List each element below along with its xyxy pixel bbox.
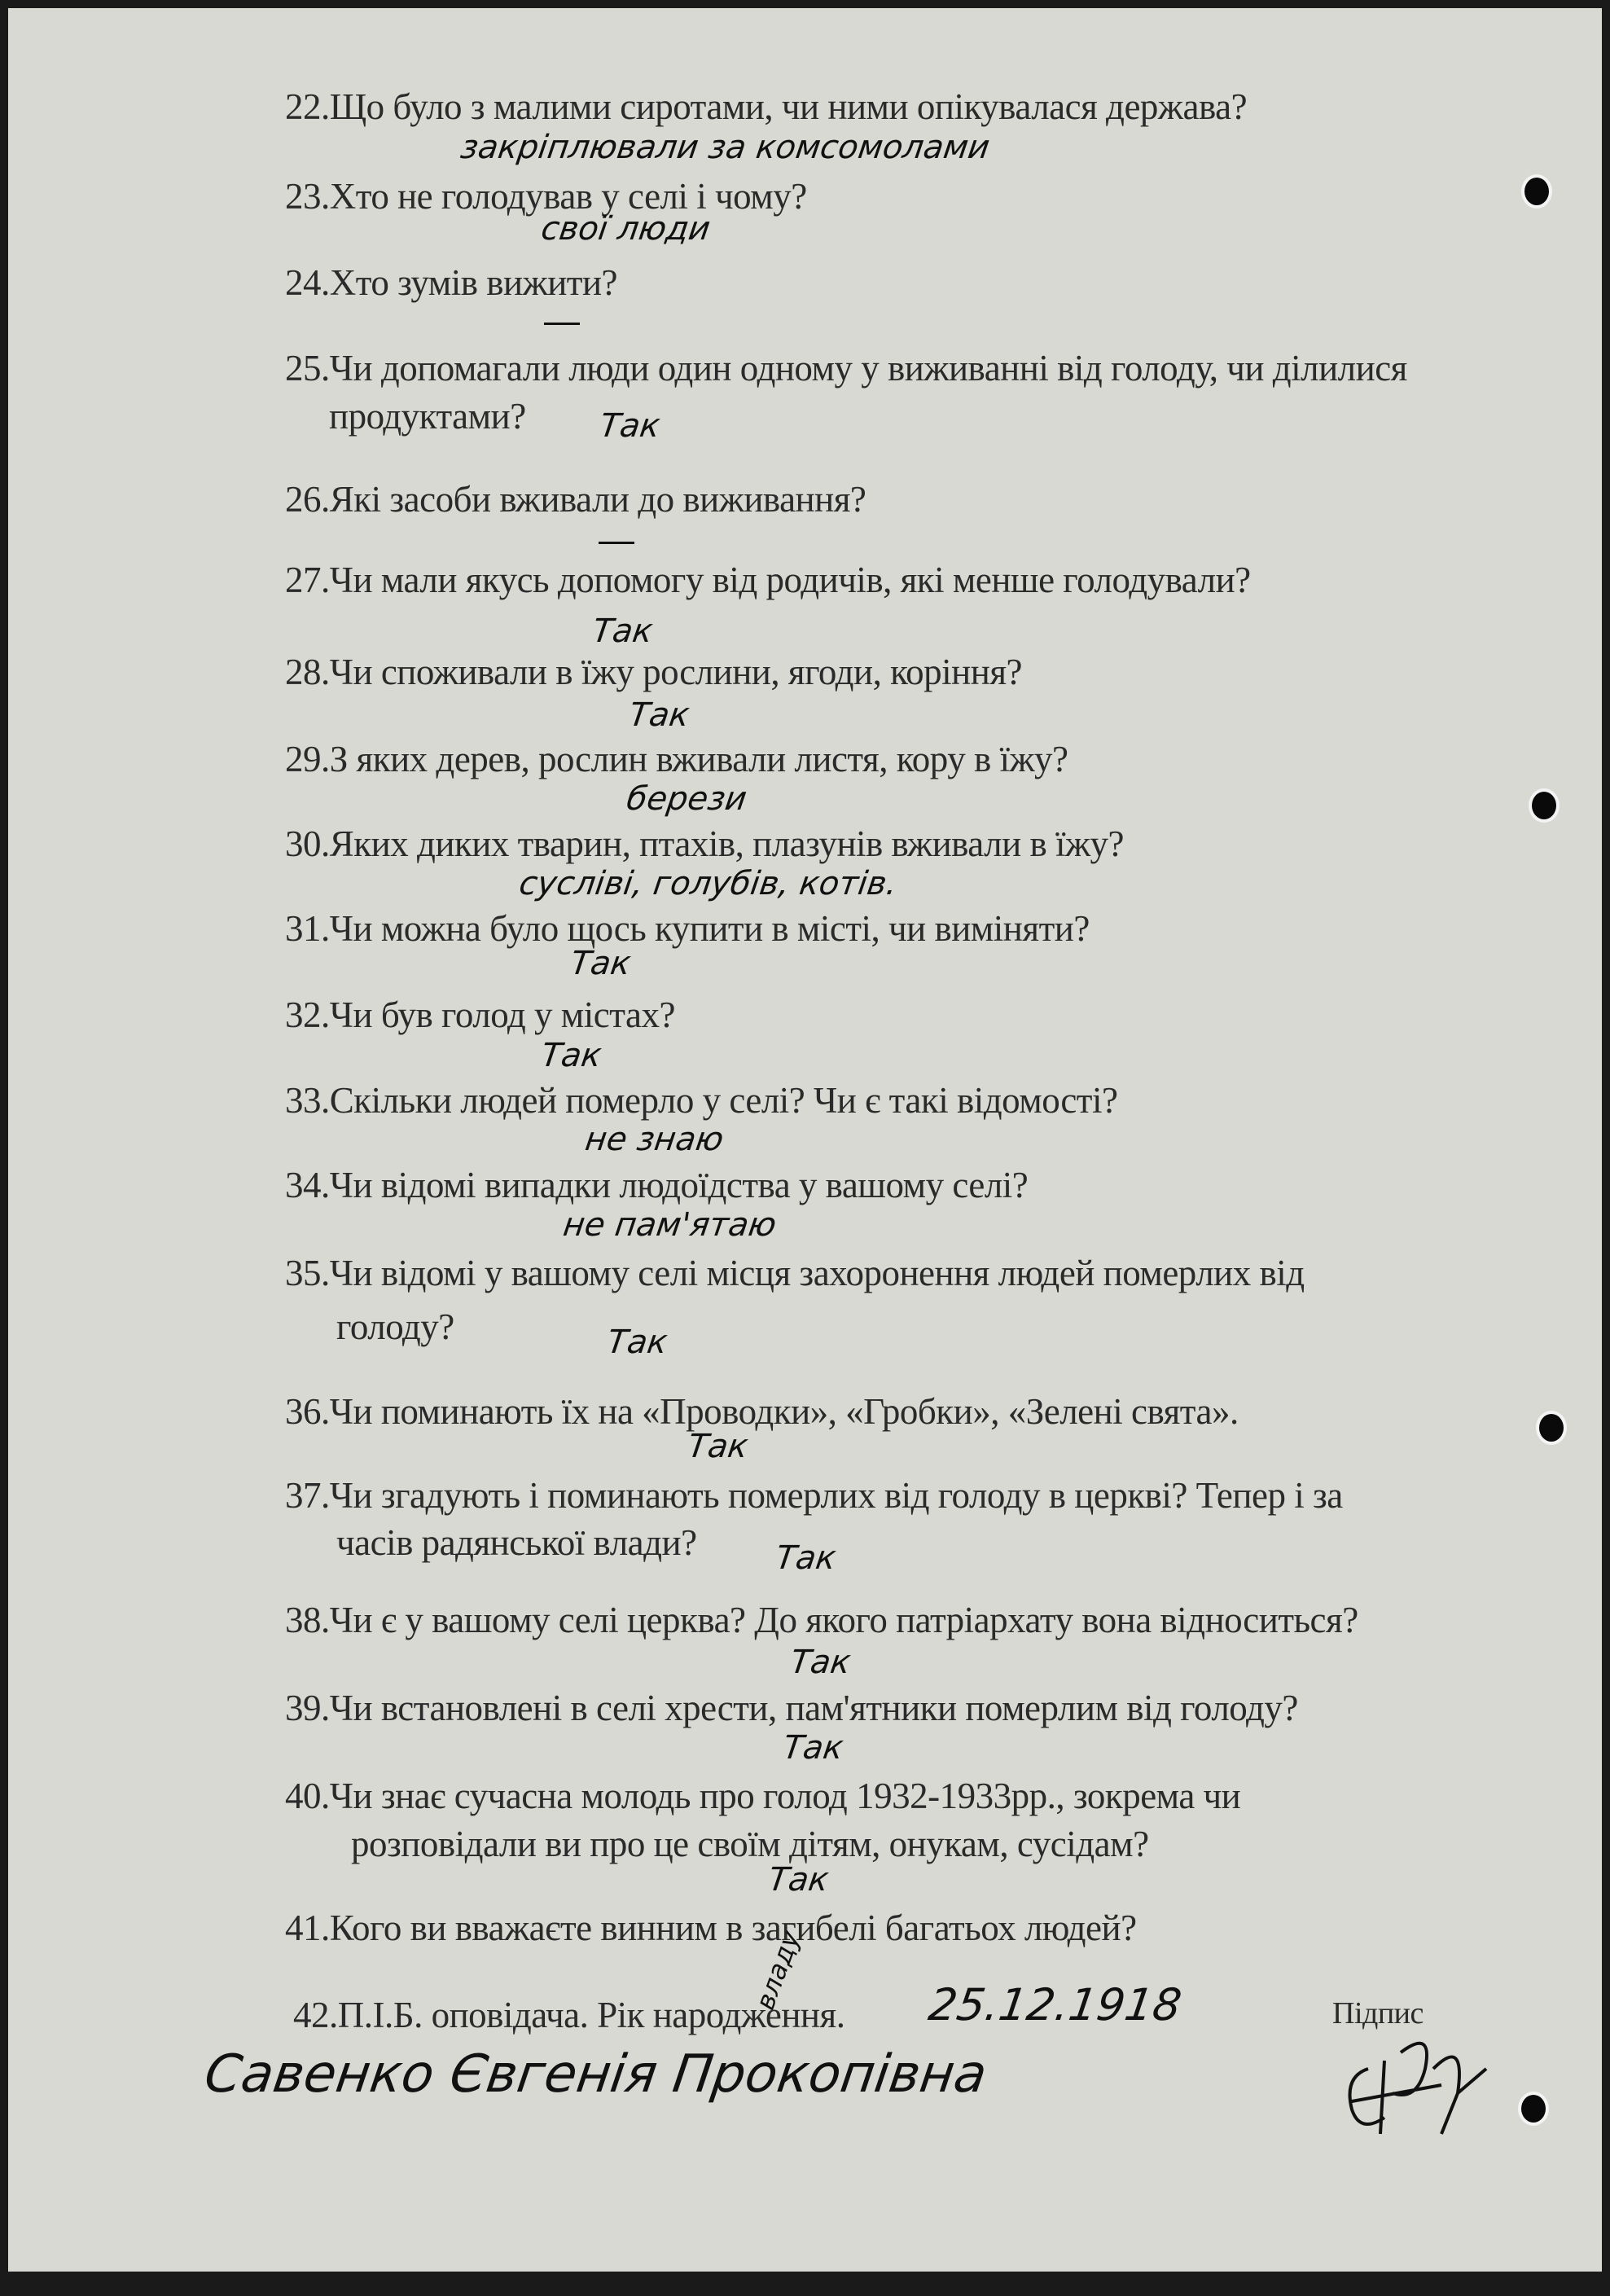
question-27: 27.Чи мали якусь допомогу від родичів, які менше голодували? <box>285 560 1251 600</box>
question-39: 39.Чи встановлені в селі хрести, пам'ятники померлим від голоду? <box>285 1688 1298 1728</box>
question-34: 34.Чи відомі випадки людоїдства у вашому селі? <box>285 1165 1029 1205</box>
answer-28: Так <box>626 696 692 734</box>
punch-hole <box>1532 792 1556 819</box>
signature-label: Підпис <box>1332 1996 1424 2030</box>
question-37-line2: часів радянської влади? <box>336 1522 697 1563</box>
question-26: 26.Які засоби вживали до виживання? <box>285 479 866 520</box>
answer-25: Так <box>597 407 663 445</box>
answer-26-dash <box>599 542 634 544</box>
answer-27: Так <box>590 612 656 650</box>
answer-31: Так <box>568 945 634 982</box>
answer-24-dash <box>544 323 580 325</box>
answer-32: Так <box>538 1037 604 1074</box>
answer-30: сусліві, голубів, котів. <box>516 865 900 902</box>
signature-mark <box>1336 2020 1498 2142</box>
punch-hole <box>1539 1414 1564 1442</box>
answer-22: закріплювали за комсомолами <box>458 129 993 166</box>
punch-hole <box>1521 2095 1546 2123</box>
answer-41: владу <box>749 1926 806 2014</box>
question-35-line2: голоду? <box>336 1306 454 1347</box>
answer-40: Так <box>766 1861 831 1899</box>
answer-39: Так <box>780 1729 846 1767</box>
question-28: 28.Чи споживали в їжу рослини, ягоди, коріння? <box>285 652 1023 692</box>
answer-35: Так <box>604 1324 670 1361</box>
answer-23: свої люди <box>538 210 713 248</box>
question-30: 30.Яких диких тварин, птахів, плазунів вживали в їжу? <box>285 823 1125 864</box>
question-22: 22.Що було з малими сиротами, чи ними опікувалася держава? <box>285 86 1248 127</box>
question-25-line2: продуктами? <box>329 396 526 437</box>
answer-34: не пам'ятаю <box>560 1206 779 1244</box>
answer-33: не знаю <box>582 1121 726 1158</box>
narrator-name: Савенко Євгенія Прокопівна <box>200 2044 991 2105</box>
answer-38: Так <box>787 1644 853 1681</box>
answer-36: Так <box>685 1428 751 1465</box>
question-42: 42.П.І.Б. оповідача. Рік народження. <box>293 1995 845 2035</box>
question-24: 24.Хто зумів вижити? <box>285 262 618 303</box>
question-38: 38.Чи є у вашому селі церква? До якого патріархату вона відноситься? <box>285 1600 1358 1640</box>
question-33: 33.Скільки людей померло у селі? Чи є такі відомості? <box>285 1080 1118 1121</box>
question-25: 25.Чи допомагали люди один одному у виживанні від голоду, чи ділилися <box>285 348 1407 389</box>
question-37: 37.Чи згадують і поминають померлих від голоду в церкві? Тепер і за <box>285 1475 1343 1516</box>
question-29: 29.З яких дерев, рослин вживали листя, кору в їжу? <box>285 739 1068 779</box>
question-23: 23.Хто не голодував у селі і чому? <box>285 176 807 217</box>
question-36: 36.Чи поминають їх на «Проводки», «Гробки», «Зелені свята». <box>285 1391 1239 1432</box>
question-32: 32.Чи був голод у містах? <box>285 994 675 1035</box>
birth-date: 25.12.1918 <box>925 1979 1185 2030</box>
question-35: 35.Чи відомі у вашому селі місця захоронення людей померлих від <box>285 1253 1305 1293</box>
punch-hole <box>1524 178 1549 205</box>
answer-37: Так <box>773 1539 839 1577</box>
answer-29: берези <box>624 780 749 818</box>
question-41: 41.Кого ви вважаєте винним в загибелі багатьох людей? <box>285 1907 1137 1948</box>
question-40: 40.Чи знає сучасна молодь про голод 1932-1933рр., зокрема чи <box>285 1776 1241 1816</box>
question-31: 31.Чи можна було щось купити в місті, чи виміняти? <box>285 908 1090 949</box>
question-40-line2: розповідали ви про це своїм дітям, онукам, сусідам? <box>351 1824 1149 1864</box>
